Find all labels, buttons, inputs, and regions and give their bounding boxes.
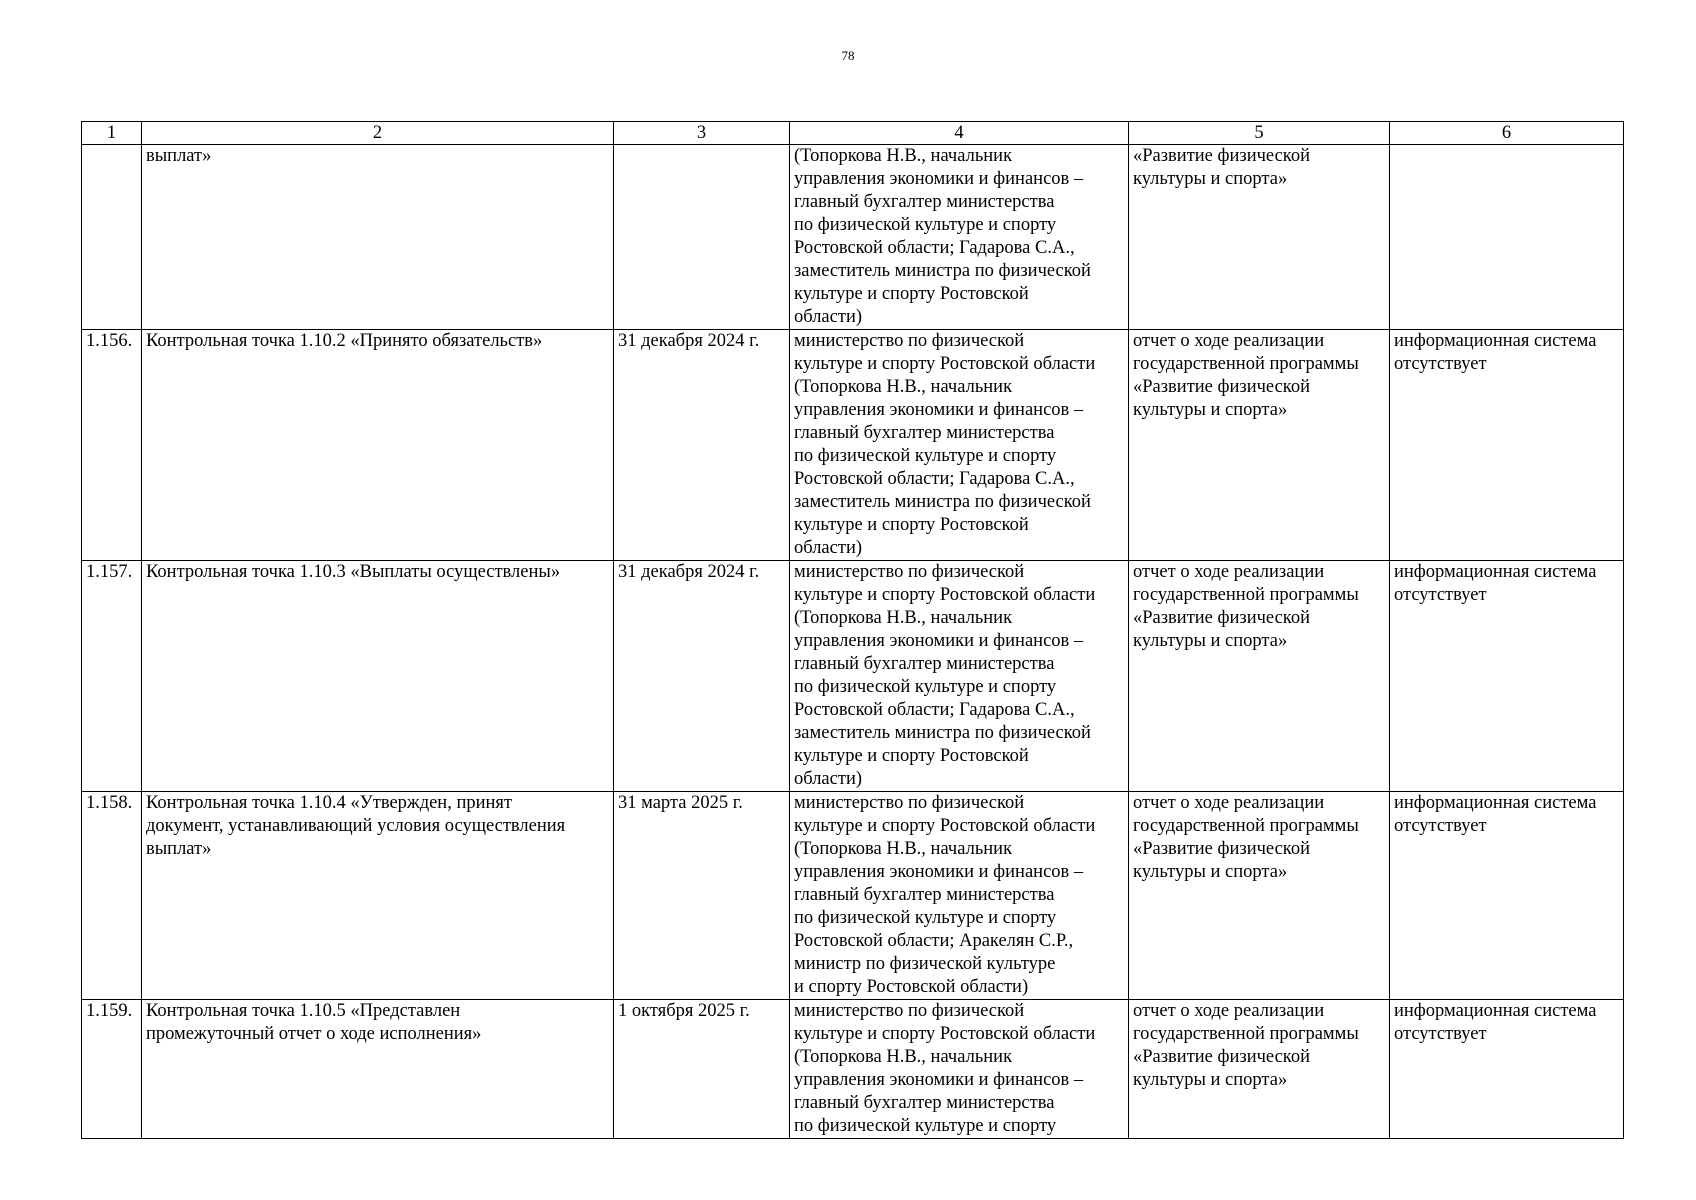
document-line: «Развитие физической [1133, 839, 1310, 859]
name-line: Контрольная точка 1.10.2 «Принято обязательств» [146, 331, 543, 351]
row-number-cell: 1.157. [82, 561, 142, 792]
control-point-name-cell [142, 561, 614, 792]
responsible-line: и спорту Ростовской области) [794, 977, 1029, 997]
responsible-line: заместитель министра по физической [794, 492, 1091, 512]
document-cell [1129, 561, 1390, 792]
responsible-cell [790, 330, 1129, 561]
responsible-line: области) [794, 307, 863, 327]
responsible-line: по физической культуре и спорту [794, 215, 1057, 235]
name-line: промежуточный отчет о ходе исполнения» [146, 1024, 482, 1044]
information-system-cell [1390, 1000, 1624, 1139]
document-cell [1129, 1000, 1390, 1139]
responsible-line: главный бухгалтер министерства [794, 423, 1055, 443]
responsible-line: управления экономики и финансов – [794, 400, 1084, 420]
system-line: отсутствует [1394, 585, 1487, 605]
responsible-line: Ростовской области; Гадарова С.А., [794, 469, 1075, 489]
control-point-name-cell [142, 145, 614, 330]
responsible-line: министр по физической культуре [794, 954, 1056, 974]
deadline-date-cell [614, 145, 790, 330]
table-body [82, 145, 1624, 1139]
control-point-name-cell [142, 792, 614, 1000]
column-number-header: 4 [790, 122, 1129, 145]
responsible-cell [790, 561, 1129, 792]
page-number: 78 [841, 48, 855, 63]
responsible-line: министерство по физической [794, 331, 1025, 351]
responsible-line: управления экономики и финансов – [794, 631, 1084, 651]
control-point-name-cell [142, 330, 614, 561]
table-row [82, 792, 1624, 1000]
table-row [82, 1000, 1624, 1139]
responsible-line: управления экономики и финансов – [794, 1070, 1084, 1090]
document-line: государственной программы [1133, 585, 1359, 605]
responsible-cell [790, 792, 1129, 1000]
responsible-line: культуре и спорту Ростовской области [794, 1024, 1096, 1044]
responsible-line: Ростовской области; Аракелян С.Р., [794, 931, 1074, 951]
document-line: культуры и спорта» [1133, 631, 1288, 651]
document-line: государственной программы [1133, 1024, 1359, 1044]
control-point-name-cell [142, 1000, 614, 1139]
document-line: «Развитие физической [1133, 608, 1310, 628]
document-line: отчет о ходе реализации [1133, 562, 1325, 582]
responsible-line: управления экономики и финансов – [794, 169, 1084, 189]
deadline-date-cell: 31 декабря 2024 г. [614, 561, 790, 792]
document-line: отчет о ходе реализации [1133, 331, 1325, 351]
column-number-header: 2 [142, 122, 614, 145]
document-line: «Развитие физической [1133, 1047, 1310, 1067]
control-points-table [81, 121, 1624, 1139]
responsible-line: (Топоркова Н.В., начальник [794, 608, 1013, 628]
responsible-line: Ростовской области; Гадарова С.А., [794, 700, 1075, 720]
row-number-cell: 1.159. [82, 1000, 142, 1139]
responsible-line: культуре и спорту Ростовской области [794, 585, 1096, 605]
responsible-line: культуре и спорту Ростовской [794, 284, 1029, 304]
responsible-line: главный бухгалтер министерства [794, 1093, 1055, 1113]
responsible-line: области) [794, 769, 863, 789]
table-row [82, 330, 1624, 561]
name-line: Контрольная точка 1.10.4 «Утвержден, принят [146, 793, 513, 813]
name-line: выплат» [146, 839, 212, 859]
responsible-line: (Топоркова Н.В., начальник [794, 146, 1013, 166]
responsible-line: по физической культуре и спорту [794, 677, 1057, 697]
document-line: отчет о ходе реализации [1133, 1001, 1325, 1021]
document-line: «Развитие физической [1133, 377, 1310, 397]
system-line: информационная система [1394, 331, 1597, 351]
responsible-line: заместитель министра по физической [794, 261, 1091, 281]
information-system-cell [1390, 145, 1624, 330]
document-line: культуры и спорта» [1133, 400, 1288, 420]
information-system-cell [1390, 792, 1624, 1000]
responsible-line: министерство по физической [794, 1001, 1025, 1021]
document-line: отчет о ходе реализации [1133, 793, 1325, 813]
deadline-date-cell: 31 декабря 2024 г. [614, 330, 790, 561]
responsible-line: министерство по физической [794, 562, 1025, 582]
responsible-line: заместитель министра по физической [794, 723, 1091, 743]
table-row [82, 145, 1624, 330]
responsible-line: культуре и спорту Ростовской [794, 515, 1029, 535]
document-line: культуры и спорта» [1133, 1070, 1288, 1090]
document-cell [1129, 330, 1390, 561]
system-line: информационная система [1394, 562, 1597, 582]
document-line: государственной программы [1133, 816, 1359, 836]
responsible-line: (Топоркова Н.В., начальник [794, 377, 1013, 397]
information-system-cell [1390, 561, 1624, 792]
system-line: информационная система [1394, 1001, 1597, 1021]
responsible-line: главный бухгалтер министерства [794, 192, 1055, 212]
responsible-line: главный бухгалтер министерства [794, 654, 1055, 674]
document-cell [1129, 792, 1390, 1000]
responsible-line: (Топоркова Н.В., начальник [794, 1047, 1013, 1067]
responsible-line: Ростовской области; Гадарова С.А., [794, 238, 1075, 258]
row-number-cell [82, 145, 142, 330]
row-number-cell: 1.156. [82, 330, 142, 561]
row-number-cell: 1.158. [82, 792, 142, 1000]
column-number-header: 1 [82, 122, 142, 145]
system-line: информационная система [1394, 793, 1597, 813]
column-number-header: 5 [1129, 122, 1390, 145]
column-number-row [82, 122, 1624, 145]
name-line: выплат» [146, 146, 212, 166]
information-system-cell [1390, 330, 1624, 561]
document-line: государственной программы [1133, 354, 1359, 374]
responsible-cell [790, 145, 1129, 330]
document-cell [1129, 145, 1390, 330]
deadline-date-cell: 1 октября 2025 г. [614, 1000, 790, 1139]
document-line: «Развитие физической [1133, 146, 1310, 166]
responsible-line: культуре и спорту Ростовской [794, 746, 1029, 766]
document-line: культуры и спорта» [1133, 169, 1288, 189]
name-line: Контрольная точка 1.10.5 «Представлен [146, 1001, 461, 1021]
name-line: Контрольная точка 1.10.3 «Выплаты осуществлены» [146, 562, 561, 582]
column-number-header: 6 [1390, 122, 1624, 145]
system-line: отсутствует [1394, 354, 1487, 374]
responsible-line: по физической культуре и спорту [794, 908, 1057, 928]
responsible-line: министерство по физической [794, 793, 1025, 813]
responsible-line: по физической культуре и спорту [794, 446, 1057, 466]
responsible-line: главный бухгалтер министерства [794, 885, 1055, 905]
system-line: отсутствует [1394, 816, 1487, 836]
deadline-date-cell: 31 марта 2025 г. [614, 792, 790, 1000]
column-number-header: 3 [614, 122, 790, 145]
responsible-line: по физической культуре и спорту [794, 1116, 1057, 1136]
responsible-line: культуре и спорту Ростовской области [794, 354, 1096, 374]
document-line: культуры и спорта» [1133, 862, 1288, 882]
system-line: отсутствует [1394, 1024, 1487, 1044]
table-row [82, 561, 1624, 792]
responsible-line: (Топоркова Н.В., начальник [794, 839, 1013, 859]
responsible-cell [790, 1000, 1129, 1139]
responsible-line: управления экономики и финансов – [794, 862, 1084, 882]
responsible-line: области) [794, 538, 863, 558]
responsible-line: культуре и спорту Ростовской области [794, 816, 1096, 836]
name-line: документ, устанавливающий условия осуществления [146, 816, 566, 836]
